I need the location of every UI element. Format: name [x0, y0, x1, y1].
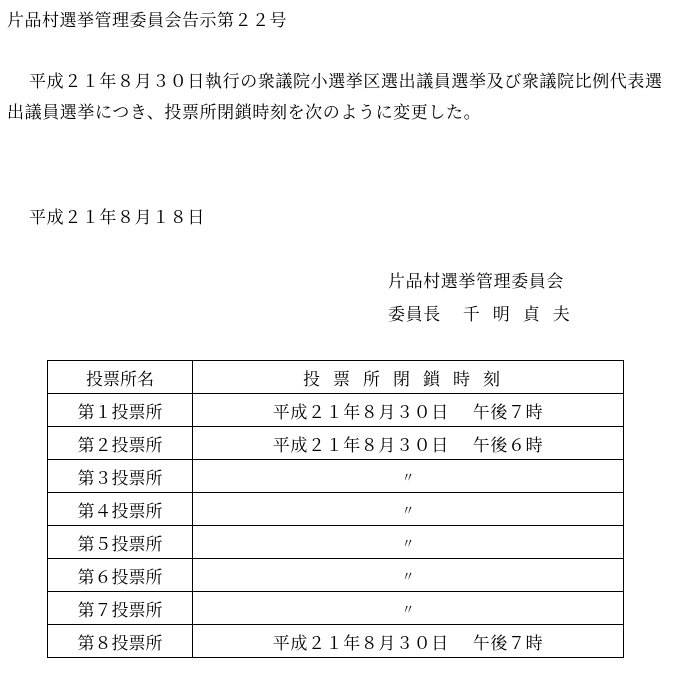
notice-date: 平成２１年８月１８日	[29, 208, 205, 228]
station-name-cell: 第７投票所	[48, 592, 193, 625]
header-closing-time: 投票所閉鎖時刻	[193, 361, 624, 394]
closing-time-cell	[193, 625, 624, 658]
closing-date: 平成２１年８月３０日	[272, 435, 449, 456]
closing-date: 平成２１年８月３０日	[272, 633, 449, 654]
table-row	[48, 460, 624, 493]
ditto-mark: 〃	[193, 559, 624, 592]
signature-name: 千明貞夫	[462, 305, 583, 325]
header-station-name: 投票所名	[48, 361, 193, 394]
table-row	[48, 493, 624, 526]
closing-hour: 午後７時	[472, 402, 544, 423]
closing-time-cell	[193, 427, 624, 460]
table-row	[48, 394, 624, 427]
station-name-cell: 第３投票所	[48, 460, 193, 493]
table-header-row	[48, 361, 624, 394]
table-row	[48, 625, 624, 658]
station-name-cell: 第１投票所	[48, 394, 193, 427]
closing-hour: 午後６時	[472, 435, 544, 456]
signature-organization: 片品村選挙管理委員会	[388, 272, 564, 292]
ditto-mark: 〃	[193, 460, 624, 493]
signature-role: 委員長	[388, 305, 441, 325]
notice-body-text: 平成２１年８月３０日執行の衆議院小選挙区選出議員選挙及び衆議院比例代表選出議員選挙につき、投票所閉鎖時刻を次のように変更した。	[7, 72, 663, 123]
station-name-cell: 第２投票所	[48, 427, 193, 460]
closing-date: 平成２１年８月３０日	[272, 402, 449, 423]
polling-station-table	[47, 360, 624, 658]
signature-person	[388, 300, 583, 325]
ditto-mark: 〃	[193, 493, 624, 526]
station-name-cell: 第５投票所	[48, 526, 193, 559]
ditto-mark: 〃	[193, 526, 624, 559]
station-name-cell: 第４投票所	[48, 493, 193, 526]
station-name-cell: 第６投票所	[48, 559, 193, 592]
notice-body	[7, 67, 667, 129]
closing-time-cell	[193, 394, 624, 427]
table-row	[48, 559, 624, 592]
table-row	[48, 427, 624, 460]
table-row	[48, 592, 624, 625]
closing-hour: 午後７時	[472, 633, 544, 654]
table-row	[48, 526, 624, 559]
notice-title: 片品村選挙管理委員会告示第２２号	[7, 11, 287, 31]
ditto-mark: 〃	[193, 592, 624, 625]
station-name-cell: 第８投票所	[48, 625, 193, 658]
